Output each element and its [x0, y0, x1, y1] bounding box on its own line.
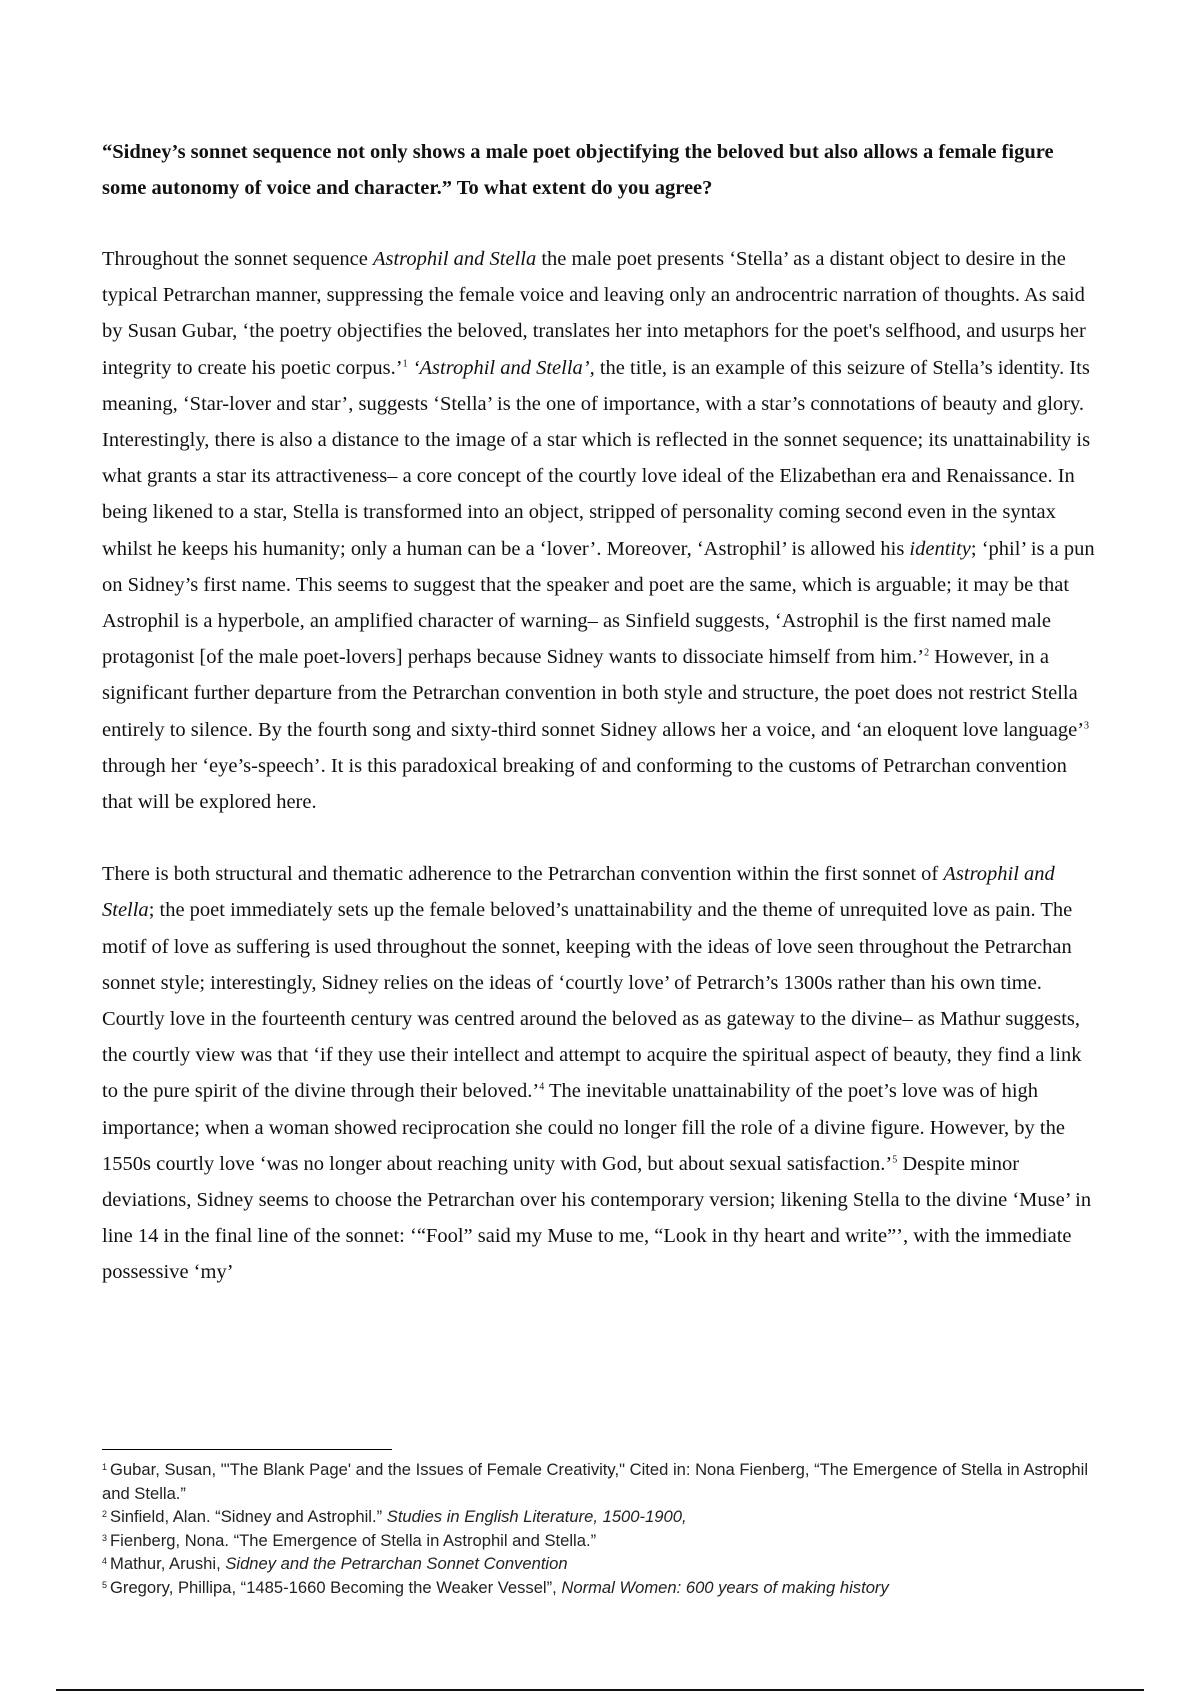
- text-span: There is both structural and thematic adherence to the Petrarchan convention within the first sonnet of: [102, 863, 944, 886]
- text-span: ; ‘phil’ is a pun on Sidney’s first name. This seems to suggest that the speaker and poet are the same, which is arguable; it may be that Astrophil is a hyperbole, an amplified character of warning– as Sinfield suggests, ‘Astrophil is the first named male protagonist [of the male poet-lovers] perhaps because Sidney wants to dissociate himself from him.’: [102, 537, 1095, 669]
- footnote-text: Sinfield, Alan. “Sidney and Astrophil.”: [110, 1507, 387, 1526]
- footnote-text: Gubar, Susan, "'The Blank Page' and the Issues of Female Creativity," Cited in: Nona Fienberg, “The Emergence of Stella in Astrophil and Stella.”: [102, 1460, 1089, 1503]
- footnote-ref-3: 3: [1084, 720, 1090, 732]
- text-span: the title, is an example of this seizure of Stella’s identity. Its meaning, ‘Star-lover and star’, suggests ‘Stella’ is the one of importance, with a star’s connotations of beauty and glory. Interestingly, there is also a distance to the image of a star which is reflected in the sonnet sequence; its unattainability is what grants a star its attractiveness– a core concept of the courtly love ideal of the Elizabethan era and Renaissance. In being likened to a star, Stella is transformed into an object, stripped of personality coming second even in the syntax whilst he keeps his humanity; only a human can be a ‘lover’. Moreover, ‘Astrophil’ is allowed his: [102, 356, 1091, 560]
- essay-question-heading: “Sidney’s sonnet sequence not only shows a male poet objectifying the beloved but also allows a female figure some autonomy of voice and character.” To what extent do you agree?: [102, 141, 1054, 199]
- footnote-2: [102, 1505, 1102, 1529]
- footnote-text: Fienberg, Nona. “The Emergence of Stella in Astrophil and Stella.”: [110, 1530, 597, 1550]
- text-span: However, in a significant further departure from the Petrarchan convention in both style and structure, the poet does not restrict Stella entirely to silence. By the fourth song and sixty-third sonnet Sidney allows her a voice, and ‘an eloquent love language’: [102, 646, 1085, 741]
- work-title: Astrophil and Stella: [102, 863, 1055, 922]
- footnote-separator: [102, 1449, 392, 1450]
- paragraph-2: [102, 856, 1102, 1290]
- footnote-1: [102, 1458, 1102, 1505]
- footnote-ref-1: 1: [402, 358, 408, 370]
- emphasis-identity: identity: [909, 537, 971, 560]
- page-bottom-rule: [56, 1689, 1144, 1691]
- footnote-3: [102, 1529, 1102, 1553]
- work-title: ‘Astrophil and Stella’,: [412, 356, 595, 379]
- footnote-number: 4: [102, 1556, 108, 1567]
- footnote-5: [102, 1576, 1102, 1600]
- footnote-text: Gregory, Phillipa, “1485-1660 Becoming the Weaker Vessel”,: [110, 1577, 562, 1597]
- text-span: The inevitable unattainability of the poet’s love was of high importance; when a woman showed reciprocation she could no longer fill the role of a divine figure. However, by the 1550s courtly love ‘was no longer about reaching unity with God, but about sexual satisfaction.’: [102, 1080, 1065, 1175]
- text-span: Throughout the sonnet sequence: [102, 248, 373, 270]
- footnote-number: 5: [102, 1579, 108, 1590]
- footnote-source-title: Normal Women: 600 years of making history: [561, 1577, 889, 1597]
- footnote-number: 2: [102, 1509, 108, 1520]
- work-title: Astrophil and Stella: [372, 248, 537, 270]
- footnote-number: 3: [102, 1532, 108, 1543]
- essay-body: [102, 134, 1102, 1291]
- footnote-ref-2: 2: [924, 647, 930, 659]
- footnote-source-title: Sidney and the Petrarchan Sonnet Convention: [225, 1554, 568, 1573]
- footnote-4: [102, 1552, 1102, 1576]
- footnote-source-title: Studies in English Literature, 1500-1900,: [386, 1507, 687, 1526]
- footnote-text: Mathur, Arushi,: [110, 1554, 226, 1573]
- footnote-ref-5: 5: [892, 1154, 898, 1166]
- text-span: Despite minor deviations, Sidney seems to choose the Petrarchan over his contemporary version; likening Stella to the divine ‘Muse’ in line 14 in the final line of the sonnet: ‘“Fool” said my Muse to me, “Look in thy heart and write”’, with the immediate possessive ‘my’: [102, 1152, 1092, 1284]
- text-span: through her ‘eye’s-speech’. It is this paradoxical breaking of and conforming to the customs of Petrarchan convention that will be explored here.: [102, 754, 1067, 814]
- paragraph-1: [102, 241, 1102, 820]
- footnote-ref-4: 4: [539, 1081, 545, 1093]
- footnote-number: 1: [102, 1462, 108, 1473]
- footnotes-section: [102, 1458, 1102, 1599]
- text-span: the male poet presents ‘Stella’ as a distant object to desire in the typical Petrarchan manner, suppressing the female voice and leaving only an androcentric narration of thoughts. As said by Susan Gubar, ‘the poetry objectifies the beloved, translates her into metaphors for the poet's selfhood, and usurps her integrity to create his poetic corpus.’: [102, 248, 1086, 379]
- text-span: ; the poet immediately sets up the female beloved’s unattainability and the theme of unrequited love as pain. The motif of love as suffering is used throughout the sonnet, keeping with the ideas of love seen throughout the Petrarchan sonnet style; interestingly, Sidney relies on the ideas of ‘courtly love’ of Petrarch’s 1300s rather than his own time. Courtly love in the fourteenth century was centred around the beloved as as gateway to the divine– as Mathur suggests, the courtly view was that ‘if they use their intellect and attempt to acquire the spiritual aspect of beauty, they find a link to the pure spirit of the divine through their beloved.’: [102, 899, 1082, 1103]
